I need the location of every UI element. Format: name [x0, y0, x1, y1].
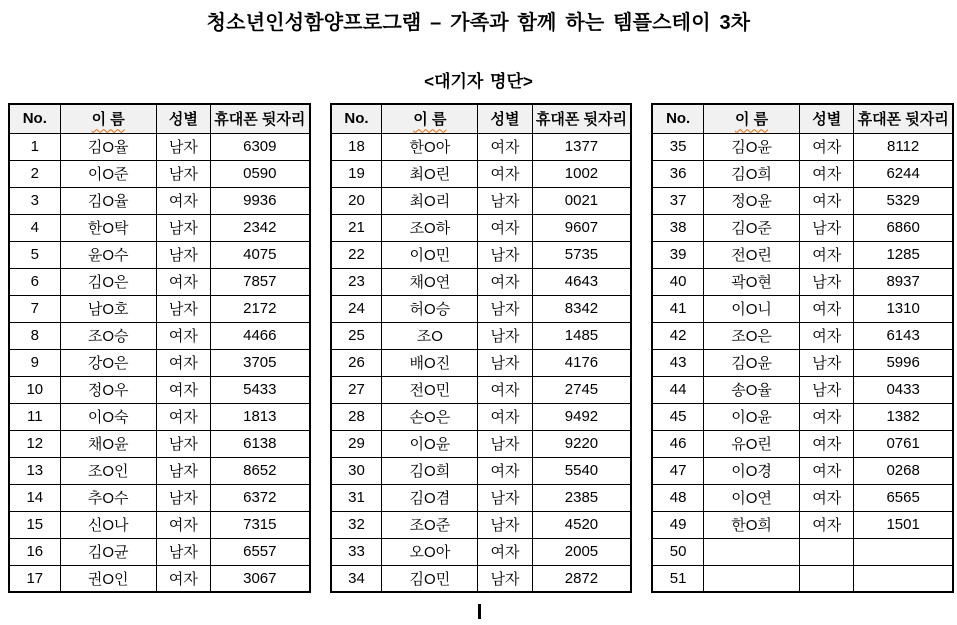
- table-row: [331, 565, 632, 592]
- cell-phone: 6372: [210, 484, 309, 511]
- cell-phone: 5329: [854, 187, 953, 214]
- table-row: [652, 241, 953, 268]
- cell-phone: 5433: [210, 376, 309, 403]
- cell-no: 11: [9, 403, 60, 430]
- cell-phone: 1002: [532, 160, 631, 187]
- cell-phone: 1501: [854, 511, 953, 538]
- cell-name: 김O윤: [703, 133, 799, 160]
- cell-gender: 남자: [156, 430, 210, 457]
- cell-no: 47: [652, 457, 703, 484]
- cell-phone: 2872: [532, 565, 631, 592]
- cell-gender: 여자: [478, 133, 532, 160]
- cell-gender: 여자: [156, 565, 210, 592]
- table-row: [331, 133, 632, 160]
- cell-phone: 9220: [532, 430, 631, 457]
- cell-no: 36: [652, 160, 703, 187]
- cell-no: 30: [331, 457, 382, 484]
- cell-phone: 4075: [210, 241, 309, 268]
- cell-name: 채O연: [382, 268, 478, 295]
- cell-name: 최O리: [382, 187, 478, 214]
- cell-no: 1: [9, 133, 60, 160]
- cell-gender: 여자: [478, 376, 532, 403]
- cell-name: 전O민: [382, 376, 478, 403]
- cell-phone: 2342: [210, 214, 309, 241]
- cell-name: 한O희: [703, 511, 799, 538]
- cell-name: 조O: [382, 322, 478, 349]
- column-header-phone: 휴대폰 뒷자리: [532, 104, 631, 133]
- cell-gender: 여자: [156, 403, 210, 430]
- cell-name: 채O윤: [60, 430, 156, 457]
- table-row: [9, 349, 310, 376]
- cell-gender: 남자: [478, 511, 532, 538]
- cell-name: 김O율: [60, 187, 156, 214]
- table-row: [652, 457, 953, 484]
- column-header-name: 이 름: [703, 104, 799, 133]
- cell-gender: 남자: [478, 241, 532, 268]
- cell-phone: 7857: [210, 268, 309, 295]
- table-row: [652, 268, 953, 295]
- cell-gender: 여자: [800, 133, 854, 160]
- cell-no: 6: [9, 268, 60, 295]
- cell-name: 남O호: [60, 295, 156, 322]
- cell-gender: [800, 565, 854, 592]
- cell-gender: 남자: [478, 484, 532, 511]
- cell-no: 34: [331, 565, 382, 592]
- cell-name: 송O율: [703, 376, 799, 403]
- cell-no: 3: [9, 187, 60, 214]
- table-row: [9, 457, 310, 484]
- waitlist-table-left: [8, 103, 311, 593]
- table-row: [331, 160, 632, 187]
- cell-no: 42: [652, 322, 703, 349]
- table-row: [9, 160, 310, 187]
- cell-name: 조O인: [60, 457, 156, 484]
- cell-name: 김O윤: [703, 349, 799, 376]
- cell-gender: 여자: [478, 214, 532, 241]
- cell-phone: 5735: [532, 241, 631, 268]
- cell-name: 전O린: [703, 241, 799, 268]
- cell-phone: 1285: [854, 241, 953, 268]
- table-row: [9, 403, 310, 430]
- table-row: [331, 376, 632, 403]
- table-row: [652, 538, 953, 565]
- cell-phone: 8937: [854, 268, 953, 295]
- cell-no: 33: [331, 538, 382, 565]
- cell-phone: 2745: [532, 376, 631, 403]
- cell-name: 이O니: [703, 295, 799, 322]
- cell-name: 권O인: [60, 565, 156, 592]
- cell-no: 18: [331, 133, 382, 160]
- cell-phone: 6138: [210, 430, 309, 457]
- cell-no: 24: [331, 295, 382, 322]
- cell-phone: 6565: [854, 484, 953, 511]
- column-header-name: 이 름: [60, 104, 156, 133]
- cell-name: 조O하: [382, 214, 478, 241]
- cell-name: 이O연: [703, 484, 799, 511]
- cell-name: 강O은: [60, 349, 156, 376]
- cell-name: 최O린: [382, 160, 478, 187]
- cell-name: [703, 565, 799, 592]
- cell-phone: 1310: [854, 295, 953, 322]
- table-row: [652, 160, 953, 187]
- cell-gender: 여자: [156, 349, 210, 376]
- cell-gender: 여자: [478, 457, 532, 484]
- cell-phone: 5540: [532, 457, 631, 484]
- cell-no: 49: [652, 511, 703, 538]
- table-row: [331, 241, 632, 268]
- cell-gender: 남자: [156, 295, 210, 322]
- cell-no: 41: [652, 295, 703, 322]
- table-row: [652, 133, 953, 160]
- cell-no: 19: [331, 160, 382, 187]
- cell-no: 31: [331, 484, 382, 511]
- cell-phone: 5996: [854, 349, 953, 376]
- cell-no: 13: [9, 457, 60, 484]
- column-header-no: No.: [652, 104, 703, 133]
- cell-gender: 남자: [478, 565, 532, 592]
- table-row: [331, 511, 632, 538]
- cell-name: 김O희: [703, 160, 799, 187]
- cell-gender: 여자: [156, 322, 210, 349]
- cell-phone: [854, 565, 953, 592]
- cell-name: 조O준: [382, 511, 478, 538]
- cell-name: 이O숙: [60, 403, 156, 430]
- cell-no: 29: [331, 430, 382, 457]
- cell-phone: 4643: [532, 268, 631, 295]
- cell-name: 김O민: [382, 565, 478, 592]
- column-header-no: No.: [9, 104, 60, 133]
- header-row: [331, 104, 632, 133]
- cell-name: 신O나: [60, 511, 156, 538]
- cell-gender: 남자: [478, 295, 532, 322]
- cell-no: 10: [9, 376, 60, 403]
- table-row: [652, 430, 953, 457]
- cell-name: 조O승: [60, 322, 156, 349]
- cell-gender: 남자: [156, 484, 210, 511]
- cell-gender: 남자: [800, 214, 854, 241]
- cell-no: 9: [9, 349, 60, 376]
- table-row: [9, 187, 310, 214]
- cell-phone: 1377: [532, 133, 631, 160]
- cell-no: 21: [331, 214, 382, 241]
- cell-gender: 남자: [156, 133, 210, 160]
- cell-phone: 8652: [210, 457, 309, 484]
- cell-gender: 여자: [800, 457, 854, 484]
- cell-no: 51: [652, 565, 703, 592]
- table-row: [9, 376, 310, 403]
- cell-gender: 남자: [156, 214, 210, 241]
- table-row: [331, 457, 632, 484]
- cell-no: 38: [652, 214, 703, 241]
- cell-phone: 1382: [854, 403, 953, 430]
- cell-phone: 6557: [210, 538, 309, 565]
- cell-no: 45: [652, 403, 703, 430]
- table-row: [331, 349, 632, 376]
- cell-phone: 4520: [532, 511, 631, 538]
- cell-gender: 남자: [478, 322, 532, 349]
- cell-phone: 0021: [532, 187, 631, 214]
- cell-gender: 여자: [478, 538, 532, 565]
- cell-phone: 0268: [854, 457, 953, 484]
- cell-no: 16: [9, 538, 60, 565]
- cell-gender: 여자: [478, 160, 532, 187]
- cell-phone: 6309: [210, 133, 309, 160]
- cell-gender: 여자: [800, 403, 854, 430]
- cell-no: 35: [652, 133, 703, 160]
- cell-no: 4: [9, 214, 60, 241]
- table-row: [9, 268, 310, 295]
- cell-phone: 3067: [210, 565, 309, 592]
- table-row: [652, 322, 953, 349]
- table-row: [9, 295, 310, 322]
- table-row: [652, 295, 953, 322]
- cell-phone: 9936: [210, 187, 309, 214]
- table-row: [652, 484, 953, 511]
- cell-name: 추O수: [60, 484, 156, 511]
- cell-phone: 2172: [210, 295, 309, 322]
- cell-name: 김O희: [382, 457, 478, 484]
- table-row: [331, 538, 632, 565]
- cell-name: 이O윤: [382, 430, 478, 457]
- cell-gender: 남자: [156, 538, 210, 565]
- cell-gender: 남자: [156, 241, 210, 268]
- cell-phone: 4466: [210, 322, 309, 349]
- cell-no: 27: [331, 376, 382, 403]
- cell-name: 이O준: [60, 160, 156, 187]
- cell-phone: 6244: [854, 160, 953, 187]
- cell-gender: 여자: [156, 376, 210, 403]
- cell-name: 조O은: [703, 322, 799, 349]
- cell-no: 7: [9, 295, 60, 322]
- table-row: [652, 511, 953, 538]
- table-row: [331, 430, 632, 457]
- cell-phone: 0590: [210, 160, 309, 187]
- column-header-phone: 휴대폰 뒷자리: [210, 104, 309, 133]
- cell-name: 유O린: [703, 430, 799, 457]
- cell-gender: 여자: [800, 295, 854, 322]
- header-row: [9, 104, 310, 133]
- cell-gender: 여자: [478, 268, 532, 295]
- cell-no: 8: [9, 322, 60, 349]
- cell-name: 윤O수: [60, 241, 156, 268]
- cell-gender: 여자: [156, 187, 210, 214]
- cell-phone: 8112: [854, 133, 953, 160]
- table-row: [9, 430, 310, 457]
- cell-name: 허O승: [382, 295, 478, 322]
- cell-gender: 남자: [478, 187, 532, 214]
- cell-no: 17: [9, 565, 60, 592]
- cell-name: 이O윤: [703, 403, 799, 430]
- cell-gender: 여자: [800, 511, 854, 538]
- cell-gender: 남자: [478, 430, 532, 457]
- cell-phone: 8342: [532, 295, 631, 322]
- table-row: [331, 484, 632, 511]
- cell-gender: 여자: [800, 241, 854, 268]
- cell-gender: 여자: [800, 322, 854, 349]
- column-header-no: No.: [331, 104, 382, 133]
- cell-gender: 남자: [478, 349, 532, 376]
- cell-phone: 1485: [532, 322, 631, 349]
- cell-name: 이O민: [382, 241, 478, 268]
- cell-phone: 4176: [532, 349, 631, 376]
- table-row: [331, 268, 632, 295]
- cell-no: 32: [331, 511, 382, 538]
- cell-no: 50: [652, 538, 703, 565]
- table-row: [652, 214, 953, 241]
- table-row: [9, 133, 310, 160]
- cell-name: 한O아: [382, 133, 478, 160]
- cell-no: 39: [652, 241, 703, 268]
- table-row: [9, 565, 310, 592]
- cell-no: 14: [9, 484, 60, 511]
- cell-phone: 0433: [854, 376, 953, 403]
- cell-no: 2: [9, 160, 60, 187]
- table-row: [9, 538, 310, 565]
- cell-no: 25: [331, 322, 382, 349]
- table-row: [652, 376, 953, 403]
- cell-no: 26: [331, 349, 382, 376]
- cell-name: 김O균: [60, 538, 156, 565]
- cell-no: 46: [652, 430, 703, 457]
- cell-no: 22: [331, 241, 382, 268]
- cell-phone: 1813: [210, 403, 309, 430]
- cell-gender: 남자: [800, 268, 854, 295]
- cell-name: 오O아: [382, 538, 478, 565]
- cell-no: 28: [331, 403, 382, 430]
- cell-no: 15: [9, 511, 60, 538]
- cell-name: 김O율: [60, 133, 156, 160]
- column-header-gender: 성별: [156, 104, 210, 133]
- table-row: [652, 403, 953, 430]
- table-row: [331, 187, 632, 214]
- cell-phone: 6860: [854, 214, 953, 241]
- cell-name: 손O은: [382, 403, 478, 430]
- cell-name: 정O우: [60, 376, 156, 403]
- cell-name: [703, 538, 799, 565]
- cell-gender: 여자: [156, 511, 210, 538]
- cell-phone: 9492: [532, 403, 631, 430]
- cell-gender: 여자: [800, 430, 854, 457]
- cell-gender: 남자: [800, 349, 854, 376]
- table-row: [331, 322, 632, 349]
- cell-no: 40: [652, 268, 703, 295]
- cell-no: 5: [9, 241, 60, 268]
- table-row: [652, 565, 953, 592]
- column-header-phone: 휴대폰 뒷자리: [854, 104, 953, 133]
- header-row: [652, 104, 953, 133]
- table-row: [9, 214, 310, 241]
- cell-gender: 여자: [800, 160, 854, 187]
- cell-phone: 0761: [854, 430, 953, 457]
- table-row: [652, 187, 953, 214]
- cell-name: 김O겸: [382, 484, 478, 511]
- cell-gender: 여자: [800, 484, 854, 511]
- text-cursor: [478, 604, 481, 619]
- cell-no: 37: [652, 187, 703, 214]
- table-row: [331, 214, 632, 241]
- cell-phone: 2005: [532, 538, 631, 565]
- cell-name: 이O경: [703, 457, 799, 484]
- document-title: 청소년인성함양프로그램 – 가족과 함께 하는 템플스테이 3차: [206, 12, 751, 34]
- cell-no: 44: [652, 376, 703, 403]
- table-row: [9, 511, 310, 538]
- cell-gender: 여자: [478, 403, 532, 430]
- column-header-gender: 성별: [478, 104, 532, 133]
- cell-gender: 여자: [800, 187, 854, 214]
- cell-no: 23: [331, 268, 382, 295]
- cell-phone: 3705: [210, 349, 309, 376]
- cell-name: 정O윤: [703, 187, 799, 214]
- cell-name: 한O탁: [60, 214, 156, 241]
- cell-phone: 6143: [854, 322, 953, 349]
- cell-no: 48: [652, 484, 703, 511]
- column-header-name: 이 름: [382, 104, 478, 133]
- cell-gender: [800, 538, 854, 565]
- tables-container: [0, 103, 957, 593]
- waitlist-table-middle: [330, 103, 633, 593]
- cell-gender: 남자: [800, 376, 854, 403]
- cell-name: 김O은: [60, 268, 156, 295]
- column-header-gender: 성별: [800, 104, 854, 133]
- cell-name: 배O진: [382, 349, 478, 376]
- table-row: [331, 295, 632, 322]
- cell-name: 김O준: [703, 214, 799, 241]
- cell-phone: 9607: [532, 214, 631, 241]
- cell-gender: 남자: [156, 457, 210, 484]
- table-row: [9, 241, 310, 268]
- table-row: [331, 403, 632, 430]
- table-row: [9, 322, 310, 349]
- cell-no: 12: [9, 430, 60, 457]
- cell-gender: 여자: [156, 268, 210, 295]
- cell-phone: 2385: [532, 484, 631, 511]
- cell-phone: [854, 538, 953, 565]
- cell-name: 곽O현: [703, 268, 799, 295]
- table-row: [9, 484, 310, 511]
- table-row: [652, 349, 953, 376]
- cell-phone: 7315: [210, 511, 309, 538]
- section-subtitle: <대기자 명단>: [424, 72, 533, 91]
- cell-gender: 남자: [156, 160, 210, 187]
- waitlist-table-right: [651, 103, 954, 593]
- cell-no: 43: [652, 349, 703, 376]
- cell-no: 20: [331, 187, 382, 214]
